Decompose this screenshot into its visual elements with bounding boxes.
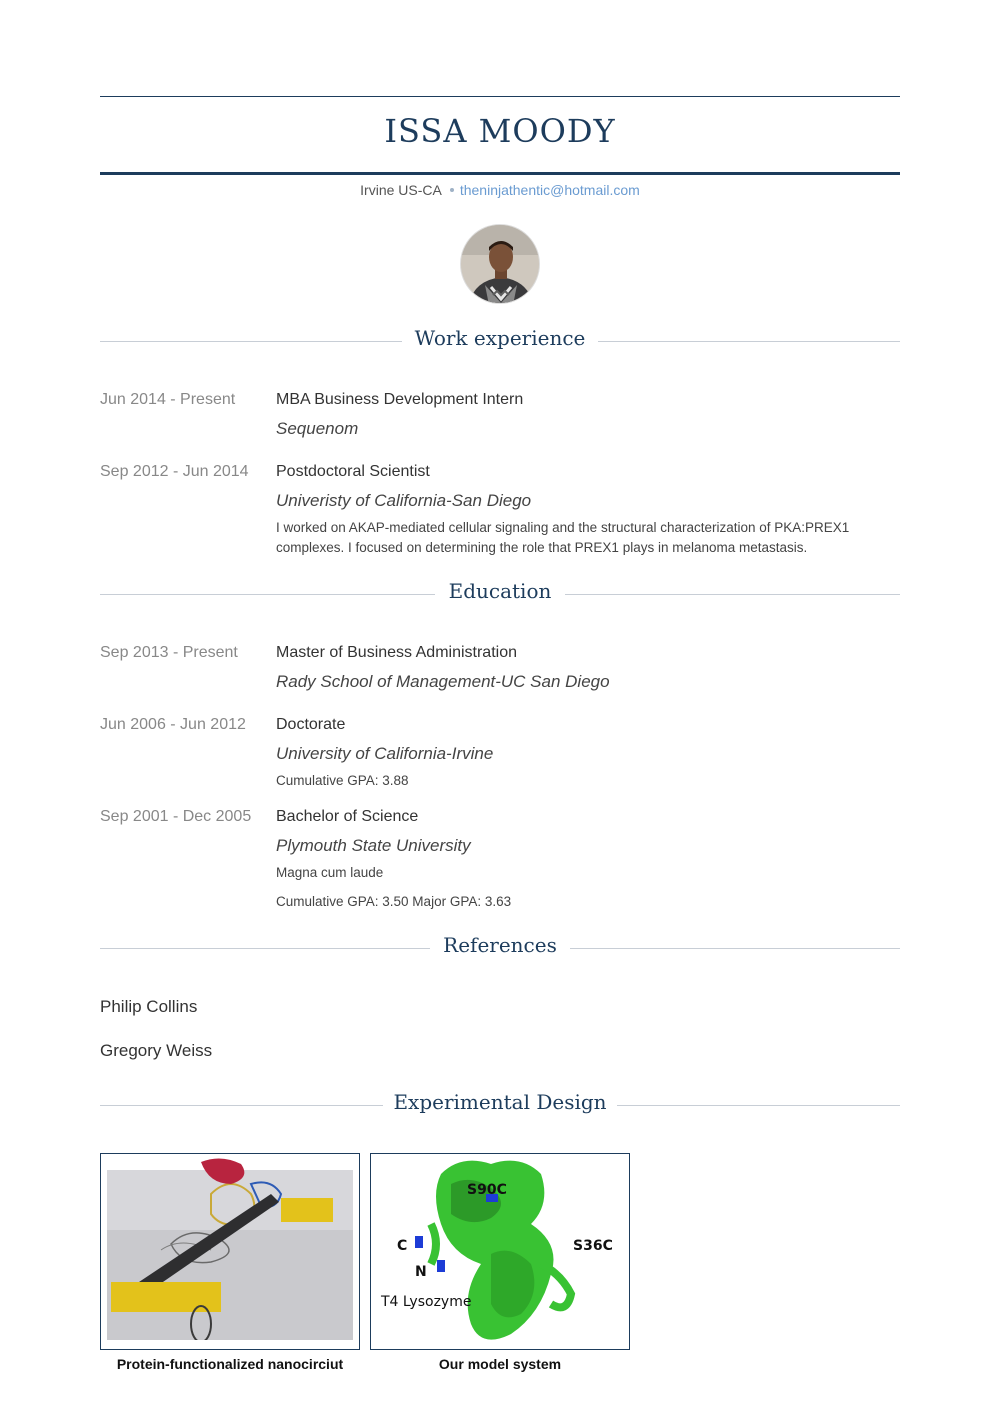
top-rule xyxy=(100,96,900,97)
education-entry xyxy=(100,644,900,704)
contact-line xyxy=(100,182,900,198)
entry-date: Sep 2012 - Jun 2014 xyxy=(100,463,249,480)
entry-date: Sep 2001 - Dec 2005 xyxy=(100,808,252,825)
section-heading: Work experience xyxy=(414,326,586,350)
section-heading: Education xyxy=(448,579,552,603)
section-heading: Experimental Design xyxy=(393,1090,607,1114)
nanocircuit-illustration-icon xyxy=(101,1154,359,1349)
education-entry xyxy=(100,716,900,796)
entry-description: I worked on AKAP-mediated cellular signaling and the structural characterization of PKA:PREX1 complexes. I focused on determining the role that PREX1 plays in melanoma metastasis. xyxy=(276,520,850,555)
section-heading: References xyxy=(443,933,557,957)
section-experimental-design xyxy=(100,1090,900,1120)
reference-name: Gregory Weiss xyxy=(100,1041,213,1060)
work-entry xyxy=(100,391,900,451)
label-s36c: S36C xyxy=(573,1238,613,1254)
avatar xyxy=(460,224,540,304)
label-s90c: S90C xyxy=(467,1182,507,1198)
entry-title: Doctorate xyxy=(276,716,346,733)
resume-page xyxy=(100,0,900,1410)
label-n-terminus: N xyxy=(415,1264,427,1280)
entry-organization: Sequenom xyxy=(276,419,359,438)
entry-note: Cumulative GPA: 3.88 xyxy=(276,773,409,788)
separator-dot-icon xyxy=(450,188,454,192)
entry-organization: Rady School of Management-UC San Diego xyxy=(276,672,610,691)
entry-note: Cumulative GPA: 3.50 Major GPA: 3.63 xyxy=(276,894,512,909)
entry-title: Master of Business Administration xyxy=(276,644,517,661)
entry-title: Bachelor of Science xyxy=(276,808,419,825)
section-references xyxy=(100,933,900,963)
gallery-image-model-system[interactable] xyxy=(370,1153,630,1350)
gallery-image-nanocircuit[interactable] xyxy=(100,1153,360,1350)
gallery-caption: Our model system xyxy=(438,1356,562,1372)
entry-date: Jun 2006 - Jun 2012 xyxy=(100,716,246,733)
entry-title: MBA Business Development Intern xyxy=(276,391,524,408)
label-t4-lysozyme: T4 Lysozyme xyxy=(381,1294,472,1310)
gallery-caption: Protein-functionalized nanocirciut xyxy=(116,1356,344,1372)
entry-date: Sep 2013 - Present xyxy=(100,644,238,661)
location-text: Irvine US-CA xyxy=(360,182,442,198)
email-link[interactable]: theninjathentic@hotmail.com xyxy=(459,182,640,198)
entry-date: Jun 2014 - Present xyxy=(100,391,236,408)
lysozyme-structure-icon xyxy=(371,1154,629,1349)
section-work-experience xyxy=(100,326,900,356)
entry-organization: University of California-Irvine xyxy=(276,744,494,763)
entry-title: Postdoctoral Scientist xyxy=(276,463,430,480)
work-entry xyxy=(100,463,900,563)
reference-name: Philip Collins xyxy=(100,997,198,1016)
candidate-name: ISSA MOODY xyxy=(384,112,616,150)
entry-organization: Univeristy of California-San Diego xyxy=(276,491,532,510)
avatar-portrait-icon xyxy=(461,225,540,304)
entry-note: Magna cum laude xyxy=(276,865,384,880)
name-rule xyxy=(100,172,900,175)
entry-organization: Plymouth State University xyxy=(276,836,471,855)
education-entry xyxy=(100,808,900,918)
section-education xyxy=(100,579,900,609)
label-c-terminus: C xyxy=(397,1238,408,1254)
